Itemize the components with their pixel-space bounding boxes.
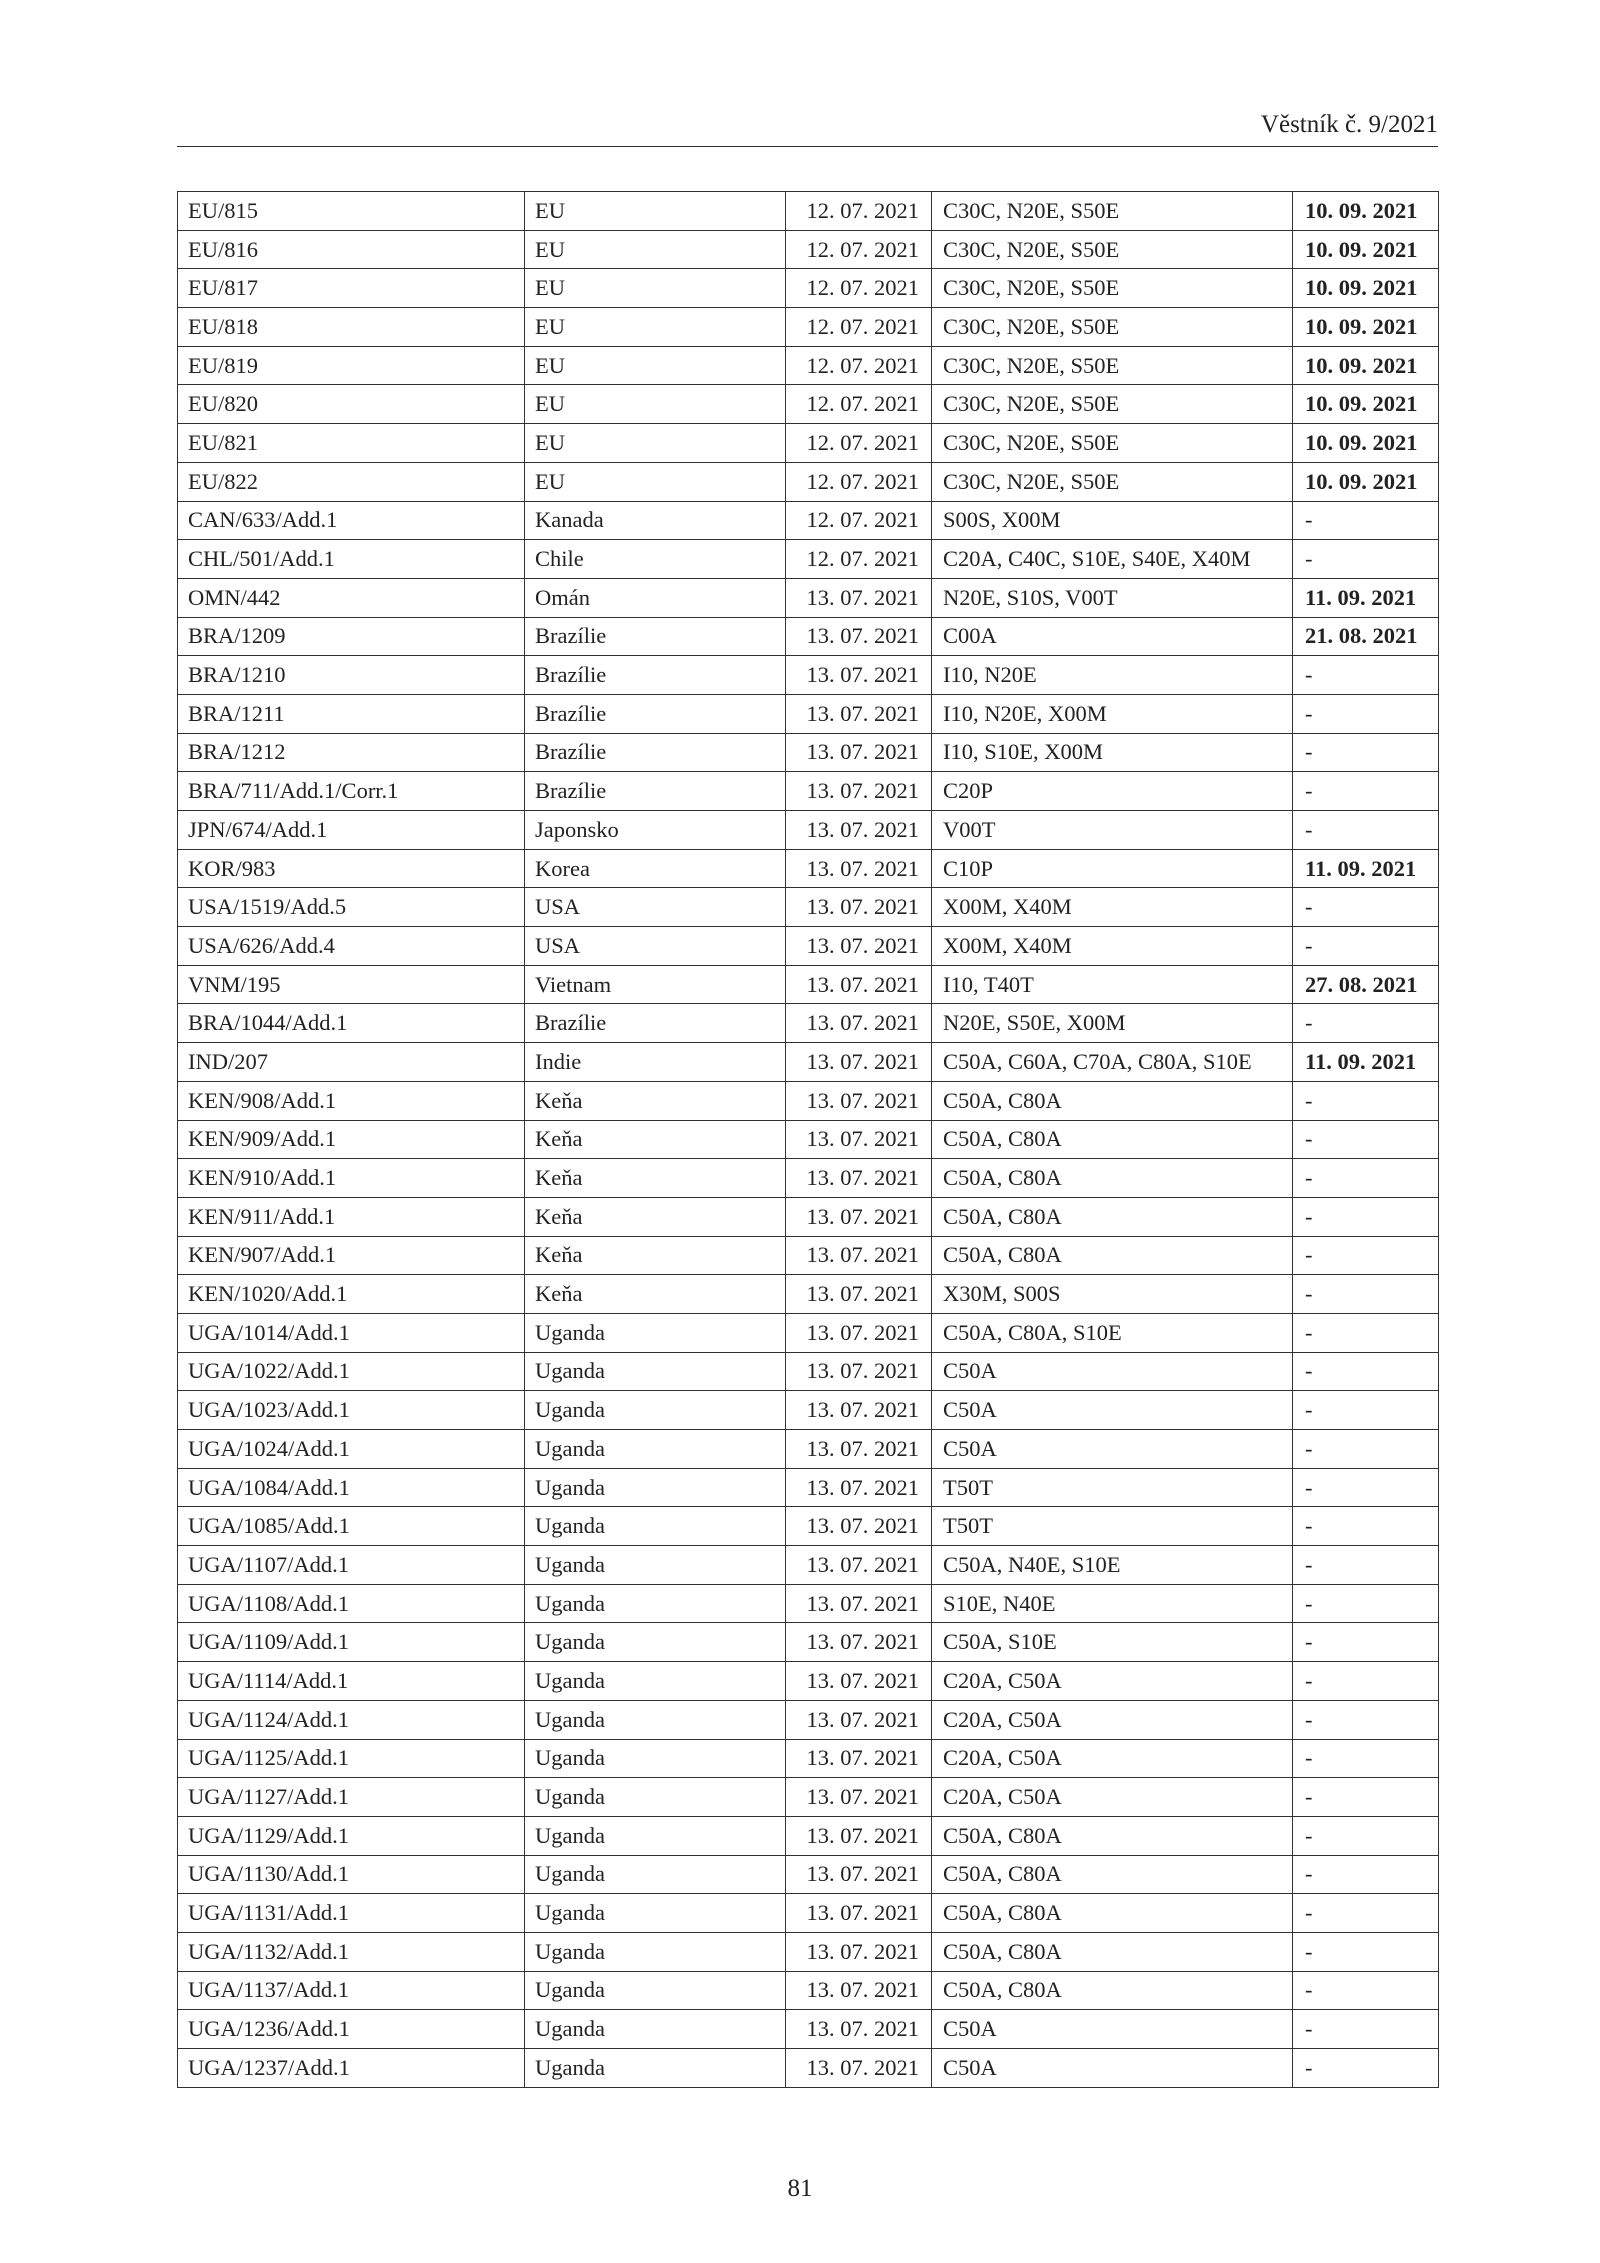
cell-symbol: USA/1519/Add.5	[178, 888, 525, 927]
cell-codes: C00A	[932, 617, 1293, 656]
cell-deadline: -	[1293, 1778, 1439, 1817]
cell-country: Uganda	[525, 1816, 786, 1855]
cell-date: 12. 07. 2021	[786, 230, 932, 269]
table-row	[178, 1313, 1439, 1352]
cell-deadline: -	[1293, 1584, 1439, 1623]
cell-country: Kanada	[525, 501, 786, 540]
cell-date: 12. 07. 2021	[786, 346, 932, 385]
cell-codes: C50A, C80A	[932, 1816, 1293, 1855]
cell-codes: T50T	[932, 1468, 1293, 1507]
cell-country: EU	[525, 230, 786, 269]
cell-codes: C10P	[932, 849, 1293, 888]
cell-deadline: 10. 09. 2021	[1293, 308, 1439, 347]
cell-country: Uganda	[525, 1584, 786, 1623]
cell-codes: C20A, C50A	[932, 1662, 1293, 1701]
table-row	[178, 1468, 1439, 1507]
cell-codes: X30M, S00S	[932, 1275, 1293, 1314]
cell-symbol: UGA/1237/Add.1	[178, 2049, 525, 2088]
cell-codes: C30C, N20E, S50E	[932, 346, 1293, 385]
cell-date: 13. 07. 2021	[786, 1120, 932, 1159]
cell-date: 13. 07. 2021	[786, 733, 932, 772]
cell-deadline: -	[1293, 733, 1439, 772]
table-row	[178, 888, 1439, 927]
table-row	[178, 927, 1439, 966]
table-row	[178, 1816, 1439, 1855]
cell-codes: C30C, N20E, S50E	[932, 424, 1293, 463]
cell-country: Uganda	[525, 1700, 786, 1739]
cell-country: Brazílie	[525, 656, 786, 695]
cell-symbol: EU/817	[178, 269, 525, 308]
table-row	[178, 1159, 1439, 1198]
table-row	[178, 1546, 1439, 1585]
cell-deadline: -	[1293, 1430, 1439, 1469]
cell-codes: I10, S10E, X00M	[932, 733, 1293, 772]
cell-date: 13. 07. 2021	[786, 1236, 932, 1275]
cell-symbol: UGA/1137/Add.1	[178, 1971, 525, 2010]
cell-codes: V00T	[932, 811, 1293, 850]
cell-symbol: BRA/1209	[178, 617, 525, 656]
cell-deadline: -	[1293, 1391, 1439, 1430]
cell-codes: C50A	[932, 2049, 1293, 2088]
cell-symbol: BRA/1211	[178, 694, 525, 733]
table-row	[178, 1971, 1439, 2010]
cell-codes: C50A	[932, 1430, 1293, 1469]
cell-country: Uganda	[525, 1391, 786, 1430]
table-row	[178, 965, 1439, 1004]
cell-date: 13. 07. 2021	[786, 927, 932, 966]
cell-country: Uganda	[525, 1894, 786, 1933]
table-row	[178, 385, 1439, 424]
cell-country: EU	[525, 385, 786, 424]
cell-date: 13. 07. 2021	[786, 1313, 932, 1352]
cell-symbol: UGA/1132/Add.1	[178, 1932, 525, 1971]
cell-date: 13. 07. 2021	[786, 694, 932, 733]
cell-deadline: -	[1293, 540, 1439, 579]
cell-country: Uganda	[525, 1507, 786, 1546]
cell-symbol: BRA/711/Add.1/Corr.1	[178, 772, 525, 811]
cell-country: Uganda	[525, 1546, 786, 1585]
cell-deadline: -	[1293, 1197, 1439, 1236]
cell-deadline: 11. 09. 2021	[1293, 849, 1439, 888]
cell-country: Brazílie	[525, 1004, 786, 1043]
cell-deadline: -	[1293, 1313, 1439, 1352]
cell-codes: C20A, C40C, S10E, S40E, X40M	[932, 540, 1293, 579]
cell-symbol: UGA/1085/Add.1	[178, 1507, 525, 1546]
cell-country: Uganda	[525, 1855, 786, 1894]
cell-deadline: 10. 09. 2021	[1293, 424, 1439, 463]
cell-codes: C50A	[932, 1352, 1293, 1391]
cell-country: Indie	[525, 1043, 786, 1082]
cell-codes: C50A, C80A	[932, 1932, 1293, 1971]
cell-codes: N20E, S10S, V00T	[932, 578, 1293, 617]
cell-country: Uganda	[525, 1352, 786, 1391]
cell-symbol: EU/815	[178, 192, 525, 231]
cell-symbol: UGA/1023/Add.1	[178, 1391, 525, 1430]
cell-country: Uganda	[525, 1971, 786, 2010]
cell-date: 13. 07. 2021	[786, 849, 932, 888]
cell-deadline: 10. 09. 2021	[1293, 230, 1439, 269]
cell-country: Keňa	[525, 1197, 786, 1236]
cell-date: 13. 07. 2021	[786, 578, 932, 617]
cell-deadline: -	[1293, 1855, 1439, 1894]
cell-date: 13. 07. 2021	[786, 1546, 932, 1585]
cell-country: Korea	[525, 849, 786, 888]
cell-symbol: EU/822	[178, 462, 525, 501]
cell-date: 12. 07. 2021	[786, 385, 932, 424]
cell-country: EU	[525, 192, 786, 231]
table-row	[178, 656, 1439, 695]
cell-deadline: -	[1293, 1932, 1439, 1971]
cell-codes: C50A, S10E	[932, 1623, 1293, 1662]
cell-symbol: UGA/1014/Add.1	[178, 1313, 525, 1352]
cell-deadline: -	[1293, 1004, 1439, 1043]
cell-symbol: EU/819	[178, 346, 525, 385]
cell-country: EU	[525, 424, 786, 463]
cell-deadline: 21. 08. 2021	[1293, 617, 1439, 656]
cell-symbol: UGA/1109/Add.1	[178, 1623, 525, 1662]
table-row	[178, 540, 1439, 579]
cell-codes: C50A, C80A, S10E	[932, 1313, 1293, 1352]
cell-symbol: KEN/1020/Add.1	[178, 1275, 525, 1314]
cell-codes: S10E, N40E	[932, 1584, 1293, 1623]
cell-deadline: 11. 09. 2021	[1293, 1043, 1439, 1082]
cell-symbol: BRA/1044/Add.1	[178, 1004, 525, 1043]
cell-deadline: -	[1293, 927, 1439, 966]
cell-symbol: UGA/1114/Add.1	[178, 1662, 525, 1701]
cell-symbol: CAN/633/Add.1	[178, 501, 525, 540]
cell-deadline: 10. 09. 2021	[1293, 462, 1439, 501]
cell-date: 13. 07. 2021	[786, 2010, 932, 2049]
cell-country: Keňa	[525, 1275, 786, 1314]
cell-symbol: USA/626/Add.4	[178, 927, 525, 966]
cell-country: Uganda	[525, 1739, 786, 1778]
cell-country: Uganda	[525, 2010, 786, 2049]
cell-symbol: EU/820	[178, 385, 525, 424]
cell-deadline: 10. 09. 2021	[1293, 385, 1439, 424]
cell-deadline: -	[1293, 2010, 1439, 2049]
cell-country: Brazílie	[525, 617, 786, 656]
cell-codes: C20A, C50A	[932, 1739, 1293, 1778]
table-row	[178, 1043, 1439, 1082]
table-row	[178, 617, 1439, 656]
cell-deadline: -	[1293, 656, 1439, 695]
cell-codes: C30C, N20E, S50E	[932, 230, 1293, 269]
cell-deadline: 10. 09. 2021	[1293, 269, 1439, 308]
table-row	[178, 192, 1439, 231]
cell-symbol: UGA/1130/Add.1	[178, 1855, 525, 1894]
table-body	[178, 192, 1439, 2088]
cell-deadline: -	[1293, 1894, 1439, 1933]
table-row	[178, 1004, 1439, 1043]
cell-codes: I10, N20E, X00M	[932, 694, 1293, 733]
cell-deadline: -	[1293, 694, 1439, 733]
cell-country: Japonsko	[525, 811, 786, 850]
cell-country: Uganda	[525, 1932, 786, 1971]
cell-codes: X00M, X40M	[932, 888, 1293, 927]
table-row	[178, 694, 1439, 733]
cell-country: EU	[525, 269, 786, 308]
table-row	[178, 1700, 1439, 1739]
cell-country: Vietnam	[525, 965, 786, 1004]
cell-date: 13. 07. 2021	[786, 811, 932, 850]
cell-symbol: KEN/908/Add.1	[178, 1081, 525, 1120]
cell-date: 12. 07. 2021	[786, 269, 932, 308]
cell-country: Uganda	[525, 1623, 786, 1662]
cell-deadline: -	[1293, 1623, 1439, 1662]
table-row	[178, 1236, 1439, 1275]
cell-deadline: -	[1293, 811, 1439, 850]
cell-date: 13. 07. 2021	[786, 1275, 932, 1314]
cell-date: 13. 07. 2021	[786, 1468, 932, 1507]
cell-date: 13. 07. 2021	[786, 1430, 932, 1469]
cell-deadline: 11. 09. 2021	[1293, 578, 1439, 617]
cell-date: 13. 07. 2021	[786, 1894, 932, 1933]
cell-codes: T50T	[932, 1507, 1293, 1546]
table-row	[178, 346, 1439, 385]
cell-symbol: UGA/1125/Add.1	[178, 1739, 525, 1778]
table-row	[178, 733, 1439, 772]
cell-codes: C20A, C50A	[932, 1700, 1293, 1739]
cell-deadline: -	[1293, 1700, 1439, 1739]
cell-deadline: -	[1293, 1971, 1439, 2010]
cell-date: 12. 07. 2021	[786, 192, 932, 231]
cell-symbol: KEN/909/Add.1	[178, 1120, 525, 1159]
cell-codes: C20A, C50A	[932, 1778, 1293, 1817]
cell-date: 13. 07. 2021	[786, 1662, 932, 1701]
cell-symbol: KOR/983	[178, 849, 525, 888]
cell-codes: C30C, N20E, S50E	[932, 269, 1293, 308]
cell-country: EU	[525, 308, 786, 347]
cell-date: 12. 07. 2021	[786, 462, 932, 501]
cell-date: 13. 07. 2021	[786, 1700, 932, 1739]
cell-symbol: UGA/1124/Add.1	[178, 1700, 525, 1739]
cell-deadline: -	[1293, 1507, 1439, 1546]
cell-country: EU	[525, 346, 786, 385]
cell-country: Keňa	[525, 1120, 786, 1159]
cell-deadline: 10. 09. 2021	[1293, 192, 1439, 231]
table-row	[178, 2010, 1439, 2049]
cell-country: Brazílie	[525, 694, 786, 733]
cell-date: 13. 07. 2021	[786, 1004, 932, 1043]
cell-codes: C30C, N20E, S50E	[932, 462, 1293, 501]
cell-date: 13. 07. 2021	[786, 1197, 932, 1236]
cell-symbol: UGA/1107/Add.1	[178, 1546, 525, 1585]
cell-date: 13. 07. 2021	[786, 656, 932, 695]
cell-deadline: -	[1293, 1081, 1439, 1120]
table-row	[178, 1275, 1439, 1314]
cell-date: 13. 07. 2021	[786, 1739, 932, 1778]
page-number: 81	[787, 2175, 813, 2202]
cell-date: 13. 07. 2021	[786, 1391, 932, 1430]
cell-symbol: UGA/1131/Add.1	[178, 1894, 525, 1933]
cell-codes: C30C, N20E, S50E	[932, 192, 1293, 231]
cell-symbol: JPN/674/Add.1	[178, 811, 525, 850]
cell-date: 12. 07. 2021	[786, 540, 932, 579]
cell-deadline: -	[1293, 1120, 1439, 1159]
table-row	[178, 1623, 1439, 1662]
cell-symbol: UGA/1127/Add.1	[178, 1778, 525, 1817]
cell-date: 13. 07. 2021	[786, 1584, 932, 1623]
table-row	[178, 424, 1439, 463]
cell-symbol: UGA/1129/Add.1	[178, 1816, 525, 1855]
cell-date: 13. 07. 2021	[786, 1932, 932, 1971]
cell-date: 13. 07. 2021	[786, 965, 932, 1004]
cell-date: 13. 07. 2021	[786, 1971, 932, 2010]
cell-date: 13. 07. 2021	[786, 1623, 932, 1662]
cell-country: Brazílie	[525, 772, 786, 811]
cell-date: 13. 07. 2021	[786, 2049, 932, 2088]
table-row	[178, 772, 1439, 811]
cell-deadline: -	[1293, 1739, 1439, 1778]
table-row	[178, 1120, 1439, 1159]
cell-codes: C50A, C80A	[932, 1971, 1293, 2010]
table-row	[178, 1352, 1439, 1391]
cell-symbol: VNM/195	[178, 965, 525, 1004]
table-row	[178, 1507, 1439, 1546]
notifications-table	[177, 191, 1439, 2088]
cell-deadline: -	[1293, 772, 1439, 811]
cell-deadline: 10. 09. 2021	[1293, 346, 1439, 385]
cell-codes: C30C, N20E, S50E	[932, 308, 1293, 347]
table-row	[178, 501, 1439, 540]
cell-date: 12. 07. 2021	[786, 308, 932, 347]
cell-date: 13. 07. 2021	[786, 888, 932, 927]
cell-codes: C50A, N40E, S10E	[932, 1546, 1293, 1585]
cell-codes: I10, T40T	[932, 965, 1293, 1004]
table-row	[178, 578, 1439, 617]
cell-country: USA	[525, 927, 786, 966]
cell-symbol: BRA/1210	[178, 656, 525, 695]
cell-country: Brazílie	[525, 733, 786, 772]
cell-deadline: -	[1293, 501, 1439, 540]
table-row	[178, 2049, 1439, 2088]
cell-country: Uganda	[525, 1430, 786, 1469]
cell-date: 13. 07. 2021	[786, 1507, 932, 1546]
cell-date: 13. 07. 2021	[786, 1352, 932, 1391]
cell-symbol: UGA/1024/Add.1	[178, 1430, 525, 1469]
cell-country: Uganda	[525, 1778, 786, 1817]
cell-date: 13. 07. 2021	[786, 1855, 932, 1894]
table-row	[178, 269, 1439, 308]
cell-codes: C50A, C80A	[932, 1197, 1293, 1236]
cell-date: 13. 07. 2021	[786, 1778, 932, 1817]
cell-symbol: IND/207	[178, 1043, 525, 1082]
cell-codes: S00S, X00M	[932, 501, 1293, 540]
cell-date: 13. 07. 2021	[786, 1043, 932, 1082]
cell-country: Uganda	[525, 2049, 786, 2088]
cell-codes: C20P	[932, 772, 1293, 811]
table-row	[178, 1932, 1439, 1971]
cell-codes: C50A, C80A	[932, 1081, 1293, 1120]
table-row	[178, 849, 1439, 888]
cell-symbol: EU/816	[178, 230, 525, 269]
cell-deadline: -	[1293, 1662, 1439, 1701]
cell-codes: C50A, C80A	[932, 1120, 1293, 1159]
cell-date: 13. 07. 2021	[786, 1159, 932, 1198]
cell-codes: C50A, C80A	[932, 1236, 1293, 1275]
cell-country: USA	[525, 888, 786, 927]
cell-country: EU	[525, 462, 786, 501]
cell-codes: C50A, C60A, C70A, C80A, S10E	[932, 1043, 1293, 1082]
cell-symbol: EU/821	[178, 424, 525, 463]
cell-date: 12. 07. 2021	[786, 501, 932, 540]
table-row	[178, 1584, 1439, 1623]
table-row	[178, 1430, 1439, 1469]
cell-deadline: 27. 08. 2021	[1293, 965, 1439, 1004]
cell-country: Chile	[525, 540, 786, 579]
cell-symbol: EU/818	[178, 308, 525, 347]
cell-codes: C50A	[932, 1391, 1293, 1430]
cell-deadline: -	[1293, 1816, 1439, 1855]
cell-deadline: -	[1293, 1159, 1439, 1198]
cell-country: Omán	[525, 578, 786, 617]
cell-deadline: -	[1293, 1352, 1439, 1391]
cell-date: 13. 07. 2021	[786, 772, 932, 811]
table-row	[178, 1855, 1439, 1894]
table-row	[178, 1081, 1439, 1120]
cell-deadline: -	[1293, 1468, 1439, 1507]
page-header	[177, 112, 1438, 147]
table-row	[178, 811, 1439, 850]
cell-symbol: KEN/910/Add.1	[178, 1159, 525, 1198]
cell-deadline: -	[1293, 888, 1439, 927]
table-row	[178, 230, 1439, 269]
cell-symbol: KEN/911/Add.1	[178, 1197, 525, 1236]
cell-deadline: -	[1293, 1546, 1439, 1585]
cell-symbol: UGA/1022/Add.1	[178, 1352, 525, 1391]
cell-symbol: UGA/1108/Add.1	[178, 1584, 525, 1623]
table-row	[178, 1739, 1439, 1778]
table-row	[178, 308, 1439, 347]
cell-codes: C30C, N20E, S50E	[932, 385, 1293, 424]
cell-codes: I10, N20E	[932, 656, 1293, 695]
cell-codes: C50A, C80A	[932, 1894, 1293, 1933]
cell-date: 12. 07. 2021	[786, 424, 932, 463]
table-row	[178, 1391, 1439, 1430]
cell-country: Uganda	[525, 1313, 786, 1352]
table-row	[178, 1662, 1439, 1701]
cell-date: 13. 07. 2021	[786, 617, 932, 656]
cell-symbol: UGA/1236/Add.1	[178, 2010, 525, 2049]
cell-date: 13. 07. 2021	[786, 1816, 932, 1855]
cell-date: 13. 07. 2021	[786, 1081, 932, 1120]
cell-country: Keňa	[525, 1159, 786, 1198]
cell-symbol: BRA/1212	[178, 733, 525, 772]
table-row	[178, 1197, 1439, 1236]
cell-symbol: KEN/907/Add.1	[178, 1236, 525, 1275]
table-row	[178, 1894, 1439, 1933]
cell-deadline: -	[1293, 1275, 1439, 1314]
cell-country: Uganda	[525, 1662, 786, 1701]
cell-country: Keňa	[525, 1236, 786, 1275]
cell-deadline: -	[1293, 1236, 1439, 1275]
cell-country: Uganda	[525, 1468, 786, 1507]
cell-symbol: OMN/442	[178, 578, 525, 617]
cell-country: Keňa	[525, 1081, 786, 1120]
cell-codes: X00M, X40M	[932, 927, 1293, 966]
cell-symbol: CHL/501/Add.1	[178, 540, 525, 579]
bulletin-title: Věstník č. 9/2021	[1260, 111, 1438, 138]
cell-codes: N20E, S50E, X00M	[932, 1004, 1293, 1043]
table-row	[178, 462, 1439, 501]
cell-symbol: UGA/1084/Add.1	[178, 1468, 525, 1507]
cell-codes: C50A, C80A	[932, 1159, 1293, 1198]
table-row	[178, 1778, 1439, 1817]
cell-codes: C50A, C80A	[932, 1855, 1293, 1894]
cell-deadline: -	[1293, 2049, 1439, 2088]
cell-codes: C50A	[932, 2010, 1293, 2049]
